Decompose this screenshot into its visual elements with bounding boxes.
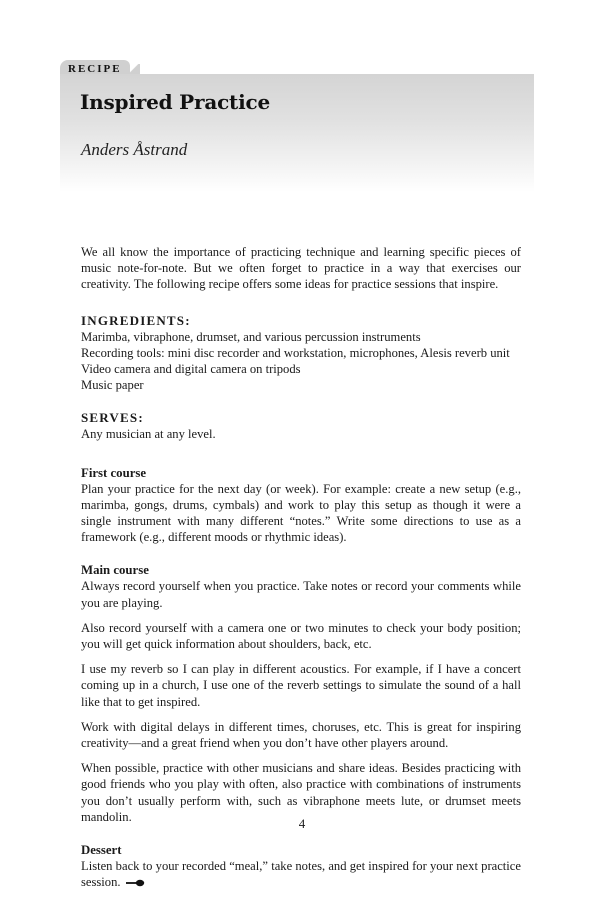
drumstick-end-mark-icon bbox=[125, 875, 145, 891]
main-course-paragraph: I use my reverb so I can play in different acoustics. For example, if I have a concert coming up in a church, I use one of the reverb settings to simulate the sound of a hall like that to get inspired. bbox=[81, 662, 521, 709]
serves-text: Any musician at any level. bbox=[81, 427, 216, 442]
first-course-title: First course bbox=[81, 465, 147, 480]
main-course-paragraph: Also record yourself with a camera one or two minutes to check your body position; you will get quick information about shoulders, back, etc. bbox=[81, 620, 521, 652]
dessert-title: Dessert bbox=[81, 843, 122, 858]
main-course-paragraph: When possible, practice with other musicians and share ideas. Besides practicing with good friends who you play with often, also practice with combinations of instruments you don’t usually perform with, such as vibraphone meets lute, or drumset meets mandolin. bbox=[81, 761, 521, 824]
serves-label: SERVES: bbox=[81, 410, 144, 426]
article-title: Inspired Practice bbox=[80, 90, 270, 114]
dessert-text: Listen back to your recorded “meal,” take notes, and get inspired for your next practice session. bbox=[81, 859, 521, 890]
ingredients-section bbox=[81, 313, 521, 394]
recipe-tab-label: RECIPE bbox=[68, 63, 122, 75]
main-course-paragraph: Work with digital delays in different times, choruses, etc. This is great for inspiring creativity—and a great friend when you don’t have other players around. bbox=[81, 719, 521, 751]
first-course-section bbox=[81, 465, 521, 546]
main-course-section bbox=[81, 562, 521, 825]
article-author: Anders Åstrand bbox=[81, 140, 188, 159]
intro-paragraph: We all know the importance of practicing technique and learning specific pieces of music note-for-note. But we often forget to practice in a way that exercises our creativity. The following recipe offers some ideas for practice sessions that inspire. bbox=[81, 245, 521, 292]
first-course-paragraph: Plan your practice for the next day (or week). For example: create a new setup (e.g., marimba, gongs, drums, cymbals) and work to play this setup as though it were a single instrument with many different “notes.” Write some directions to use as a framework (e.g., different moods or rhythmic ideas). bbox=[81, 481, 521, 545]
serves-section bbox=[81, 410, 521, 442]
dessert-paragraph bbox=[81, 858, 521, 891]
ingredients-label: INGREDIENTS: bbox=[81, 312, 191, 328]
page-number: 4 bbox=[298, 816, 306, 831]
ingredient-item: Marimba, vibraphone, drumset, and various percussion instruments bbox=[81, 329, 421, 344]
ingredient-item: Music paper bbox=[81, 378, 144, 393]
ingredient-item: Recording tools: mini disc recorder and workstation, microphones, Alesis reverb unit bbox=[81, 345, 510, 360]
article-body bbox=[81, 244, 521, 908]
main-course-paragraph: Always record yourself when you practice. Take notes or record your comments while you are playing. bbox=[81, 579, 521, 610]
dessert-section bbox=[81, 842, 521, 891]
main-course-title: Main course bbox=[81, 563, 149, 578]
ingredient-item: Video camera and digital camera on tripods bbox=[81, 362, 301, 377]
